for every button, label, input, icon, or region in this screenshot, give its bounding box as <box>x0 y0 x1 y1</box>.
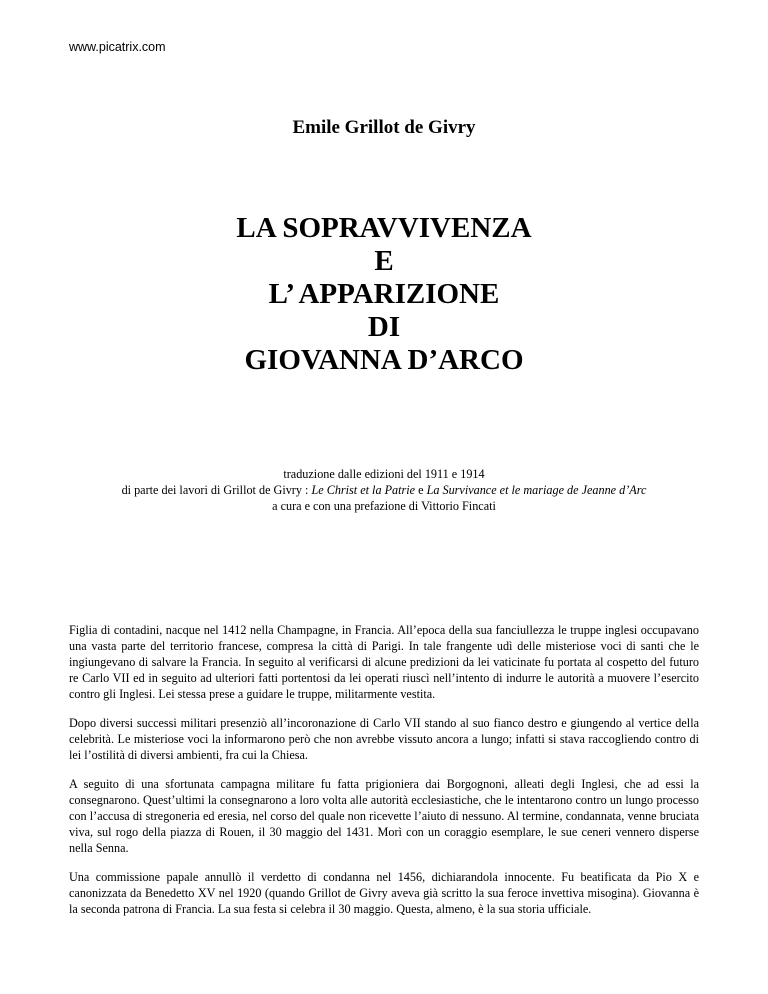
credits-works-prefix: di parte dei lavori di Grillot de Givry : <box>121 483 312 497</box>
title-line: DI <box>367 311 401 343</box>
book-title <box>0 212 768 377</box>
credits-line-editions: traduzione dalle edizioni del 1911 e 1914 <box>283 467 485 481</box>
site-url[interactable]: www.picatrix.com <box>69 40 166 54</box>
title-line: E <box>374 245 394 277</box>
paragraph: A seguito di una sfortunata campagna militare fu fatta prigioniera dai Borgognoni, alleati degli Inglesi, che ad essi la consegnarono. Quest’ultimi la consegnarono a loro volta alle autorità ecclesiastiche, che le intentarono contro un lungo processo con l’accusa di stregoneria ed eresia, nel corso del quale non ricevette l’aiuto di nessuno. Al termine, condannata, venne bruciata viva, sul rogo della piazza di Rouen, il 30 maggio del 1431. Morì con un coraggio esemplare, le sue ceneri vennero disperse nella Senna. <box>69 777 699 855</box>
paragraph: Dopo diversi successi militari presenziò all’incoronazione di Carlo VII stando al suo fianco destro e giungendo al vertice della celebrità. Le misteriose voci la informarono però che non avrebbe vissuto ancora a lungo; infatti si stava raccogliendo contro di lei l’ostilità di diversi ambienti, fra cui la Chiesa. <box>69 716 699 762</box>
paragraph: Una commissione papale annullò il verdetto di condanna nel 1456, dichiarandola innocente. Fu beatificata da Pio X e canonizzata da Benedetto XV nel 1920 (quando Grillot de Givry aveva già scritto la sua feroce invettiva misogina). Giovanna è la seconda patrona di Francia. La sua festa si celebra il 30 maggio. Questa, almeno, è la sua storia ufficiale. <box>69 870 699 916</box>
credits-conjunction: e <box>415 483 427 497</box>
work-title-survivance: La Survivance et le mariage de Jeanne d’Arc <box>426 483 647 497</box>
credits-line-works <box>0 482 768 498</box>
translation-credits <box>0 466 768 514</box>
body-text <box>69 622 699 930</box>
title-line: L’ APPARIZIONE <box>268 278 500 310</box>
credits-line-editor: a cura e con una prefazione di Vittorio Fincati <box>272 499 496 513</box>
paragraph: Figlia di contadini, nacque nel 1412 nella Champagne, in Francia. All’epoca della sua fanciullezza le truppe inglesi occupavano una vasta parte del territorio francese, compresa la città di Parigi. In tale frangente udì delle misteriose voci di santi che le ingiungevano di salvare la Francia. In seguito al verificarsi di alcune predizioni da lei vaticinate fu portata al cospetto del futuro re Carlo VII ed in seguito ad ulteriori fatti portentosi da lei operati riuscì nell’intento di indurre le autorità a muovere l’esercito contro gli Inglesi. Lei stessa prese a guidare le truppe, militarmente vestita. <box>69 623 699 701</box>
title-line: GIOVANNA D’ARCO <box>244 344 524 376</box>
author-name: Emile Grillot de Givry <box>292 117 476 138</box>
title-line: LA SOPRAVVIVENZA <box>236 212 532 244</box>
work-title-christ: Le Christ et la Patrie <box>311 483 416 497</box>
